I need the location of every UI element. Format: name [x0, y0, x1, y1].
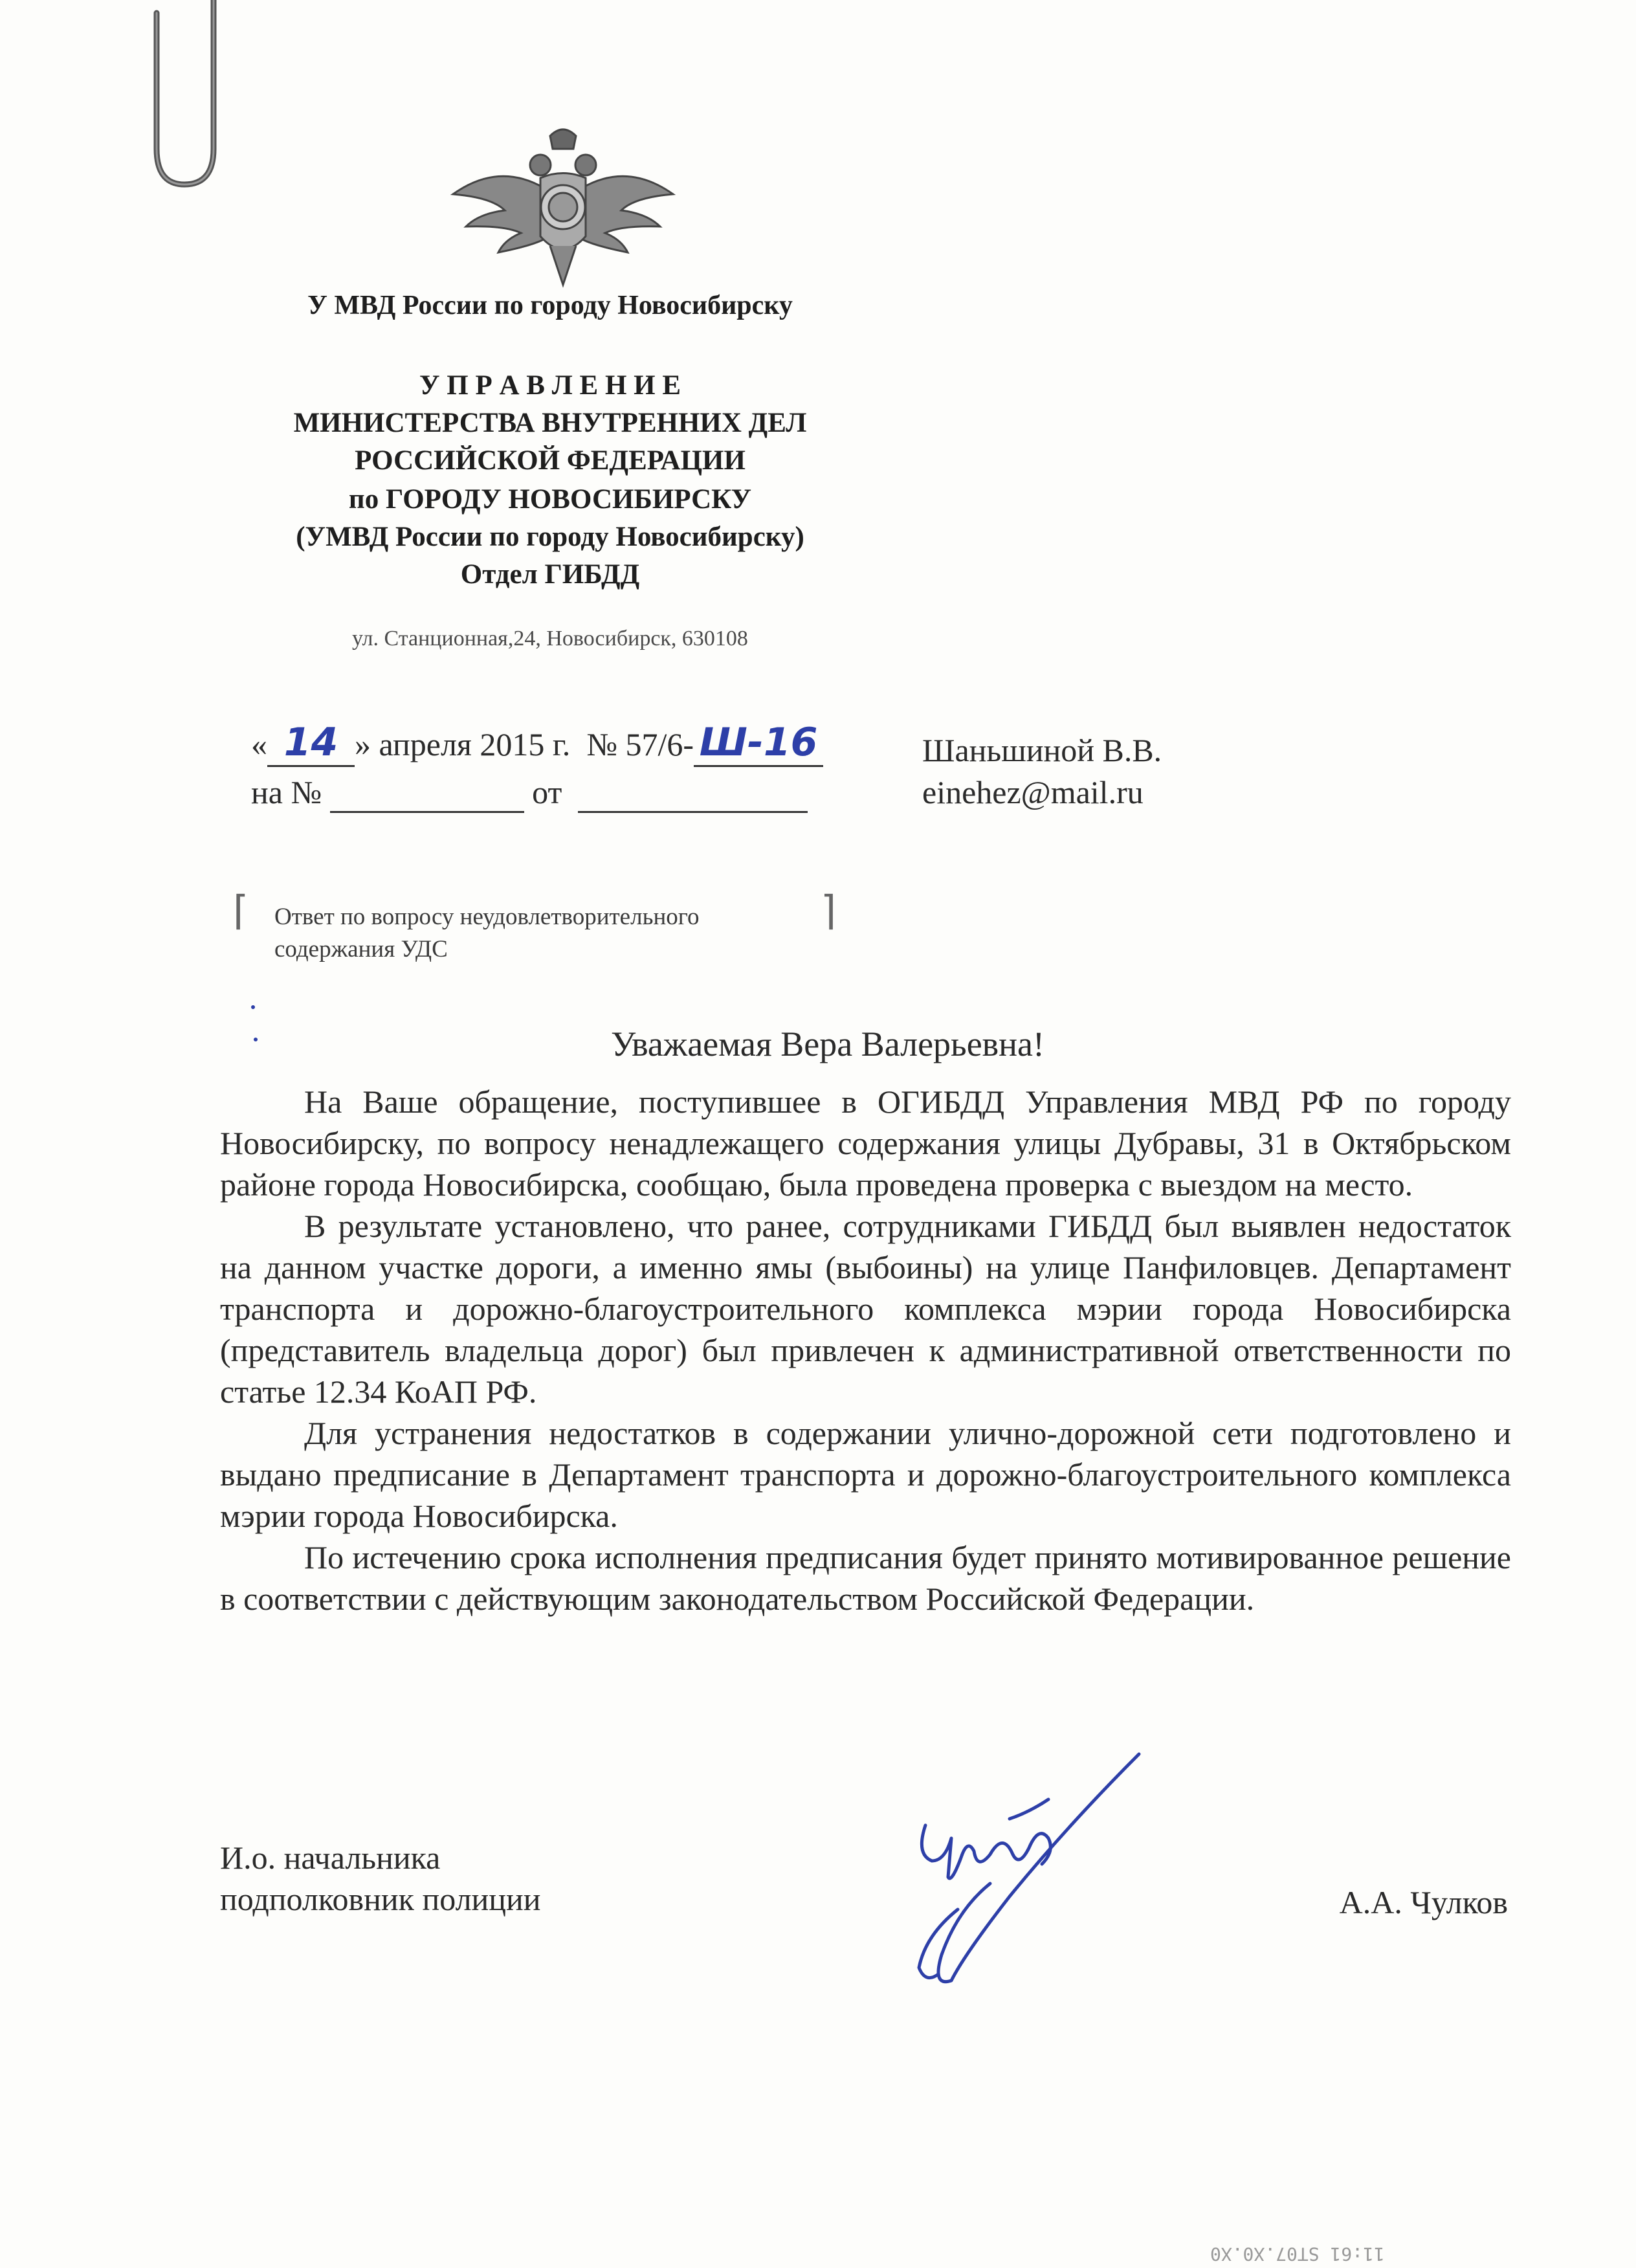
- header-line-5: (УМВД России по городу Новосибирску): [296, 522, 804, 552]
- recipient-name: Шаньшиной В.В.: [922, 732, 1162, 768]
- department-address: ул. Станционная,24, Новосибирск, 630108: [352, 627, 748, 650]
- document-number-handwritten: Ш-16: [699, 720, 818, 765]
- date-month-year: » апреля 2015 г.: [355, 726, 571, 762]
- paper-clip-icon: [136, 0, 246, 194]
- greeting: Уважаемая Вера Валерьевна!: [610, 1025, 1045, 1063]
- subject-bracket-right: ⌉: [821, 887, 837, 934]
- subject-block: [274, 901, 700, 966]
- signer-position: [220, 1837, 541, 1920]
- reply-date-blank: [578, 773, 808, 813]
- footer-fax-stamp: 11:61 ST07.X0.X0: [1210, 2243, 1385, 2265]
- reply-reference: [251, 773, 808, 813]
- ministry-short-name: У МВД России по городу Новосибирску: [307, 291, 793, 320]
- body-paragraph-3: Для устранения недостатков в содержании улично-дорожной сети подготовлено и выдано предписание в Департамент транспорта и дорожно-благоустроительного комплекса мэрии города Новосибирска.: [220, 1415, 1511, 1534]
- document-number-field: [694, 720, 823, 767]
- handwritten-signature: [854, 1741, 1152, 1994]
- letter-body: [220, 1081, 1511, 1619]
- header-line-4: по ГОРОДУ НОВОСИБИРСКУ: [348, 484, 752, 515]
- body-paragraph-1: На Ваше обращение, поступившее в ОГИБДД Управления МВД РФ по городу Новосибирску, по вопросу ненадлежащего содержания улицы Дубравы, 31 в Октябрьском районе города Новосибирска, сообщаю, была проведена проверка с выездом на место.: [220, 1084, 1511, 1203]
- reply-number-label: на №: [251, 774, 322, 810]
- reply-number-blank: [330, 773, 524, 813]
- subject-line-1: Ответ по вопросу неудовлетворительного: [274, 904, 700, 930]
- subject-bracket-left: ⌈: [233, 887, 249, 934]
- header-line-6: Отдел ГИБДД: [460, 559, 640, 590]
- body-paragraph-4: По истечению срока исполнения предписания будет принято мотивированное решение в соответствии с действующим законодательством Российской Федерации.: [220, 1539, 1511, 1617]
- header-line-3: РОССИЙСКОЙ ФЕДЕРАЦИИ: [355, 445, 746, 476]
- header-line-2: МИНИСТЕРСТВА ВНУТРЕННИХ ДЕЛ: [293, 408, 807, 438]
- document-number-prefix: № 57/6-: [586, 726, 694, 762]
- date-day-handwritten: 14: [283, 720, 338, 765]
- reply-from-label: от: [532, 774, 562, 810]
- date-day: [267, 720, 355, 767]
- header-line-1: У П Р А В Л Е Н И Е: [419, 370, 681, 401]
- body-paragraph-2: В результате установлено, что ранее, сотрудниками ГИБДД был выявлен недостаток на данном участке дороги, а именно ямы (выбоины) на улице Панфиловцев. Департамент транспорта и дорожно-благоустроительного комплекса мэрии города Новосибирска (представитель владельца дорог) был привлечен к административной ответственности по статье 12.34 КоАП РФ.: [220, 1208, 1511, 1410]
- signer-name: А.А. Чулков: [1339, 1884, 1508, 1920]
- signer-position-line-1: И.о. начальника: [220, 1840, 441, 1876]
- signer-position-line-2: подполковник полиции: [220, 1881, 541, 1917]
- document-date-number: [251, 720, 823, 767]
- date-open-quote: «: [251, 726, 267, 762]
- subject-line-2: содержания УДС: [274, 936, 448, 962]
- recipient-email: einehez@mail.ru: [922, 774, 1144, 810]
- mvd-emblem-icon: [447, 123, 680, 291]
